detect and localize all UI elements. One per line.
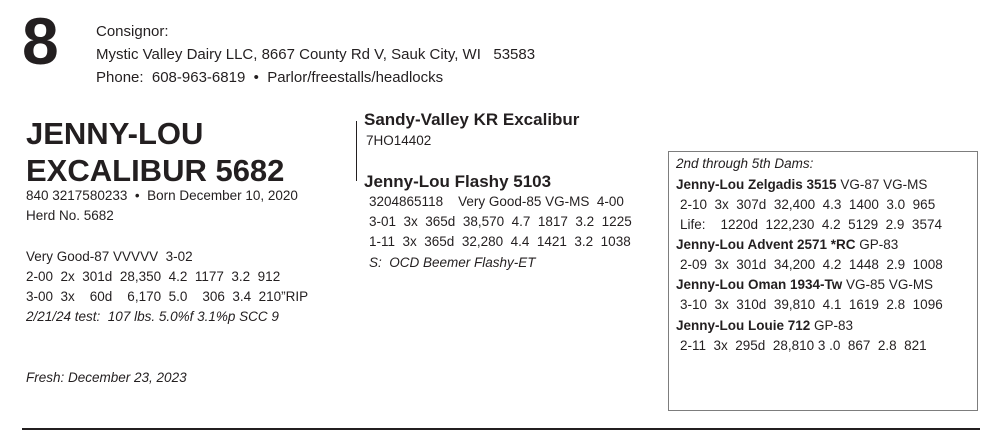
dam5-record-1: 2-11 3x 295d 28,810 3 .0 867 2.8 821 [680, 338, 927, 353]
animal-name-line2: EXCALIBUR 5682 [26, 153, 285, 188]
sire-code: 7HO14402 [366, 133, 432, 148]
lot-number: 8 [22, 4, 59, 78]
consignor-contact: Phone: 608-963-6819 • Parlor/freestalls/headlocks [96, 69, 444, 86]
dam4-heading [676, 278, 933, 292]
sire-name: Sandy-Valley KR Excalibur [364, 110, 580, 129]
dam3-record-1: 2-09 3x 301d 34,200 4.2 1448 2.9 1008 [680, 257, 943, 272]
consignor-address: Mystic Valley Dairy LLC, 8667 County Rd V, Sauk City, WI 53583 [96, 46, 536, 63]
dam2-class: VG-87 VG-MS [836, 177, 928, 192]
consignor-label: Consignor: [96, 23, 169, 40]
dam5-heading [676, 319, 853, 333]
dam3-heading [676, 238, 898, 252]
animal-classification: Very Good-87 VVVVV 3-02 [26, 249, 193, 264]
fresh-date: Fresh: December 23, 2023 [26, 370, 187, 385]
dam4-name: Jenny-Lou Oman 1934-Tw [676, 277, 843, 292]
dams-box-title: 2nd through 5th Dams: [676, 156, 814, 171]
dam4-class: VG-85 VG-MS [842, 277, 934, 292]
animal-id-line: 840 3217580233 • Born December 10, 2020 [26, 188, 298, 203]
animal-test-line: 2/21/24 test: 107 lbs. 5.0%f 3.1%p SCC 9 [26, 309, 279, 324]
dam4-record-1: 3-10 3x 310d 39,810 4.1 1619 2.8 1096 [680, 297, 943, 312]
dam2-heading [676, 178, 927, 192]
animal-record-1: 2-00 2x 301d 28,350 4.2 1177 3.2 912 [26, 269, 281, 284]
herd-number: Herd No. 5682 [26, 208, 114, 223]
dam-record-2: 1-11 3x 365d 32,280 4.4 1421 3.2 1038 [369, 234, 631, 249]
dam-name: Jenny-Lou Flashy 5103 [364, 172, 552, 191]
dam3-class: GP-83 [855, 237, 899, 252]
dam3-name: Jenny-Lou Advent 2571 *RC [676, 237, 856, 252]
animal-name-line1: JENNY-LOU [26, 116, 204, 151]
animal-record-2: 3-00 3x 60d 6,170 5.0 306 3.4 210”RIP [26, 289, 309, 304]
dam5-name: Jenny-Lou Louie 712 [676, 318, 811, 333]
dam5-class: GP-83 [810, 318, 854, 333]
dam-record-1: 3-01 3x 365d 38,570 4.7 1817 3.2 1225 [369, 214, 632, 229]
dam-info: 3204865118 Very Good-85 VG-MS 4-00 [369, 194, 624, 209]
dam2-name: Jenny-Lou Zelgadis 3515 [676, 177, 837, 192]
bottom-divider [22, 428, 980, 430]
dam-sire-line: S: OCD Beemer Flashy-ET [369, 255, 536, 270]
dam2-lifetime-record: Life: 1220d 122,230 4.2 5129 2.9 3574 [680, 217, 942, 232]
dam2-record-1: 2-10 3x 307d 32,400 4.3 1400 3.0 965 [680, 197, 936, 212]
pedigree-bracket-line [356, 121, 357, 181]
